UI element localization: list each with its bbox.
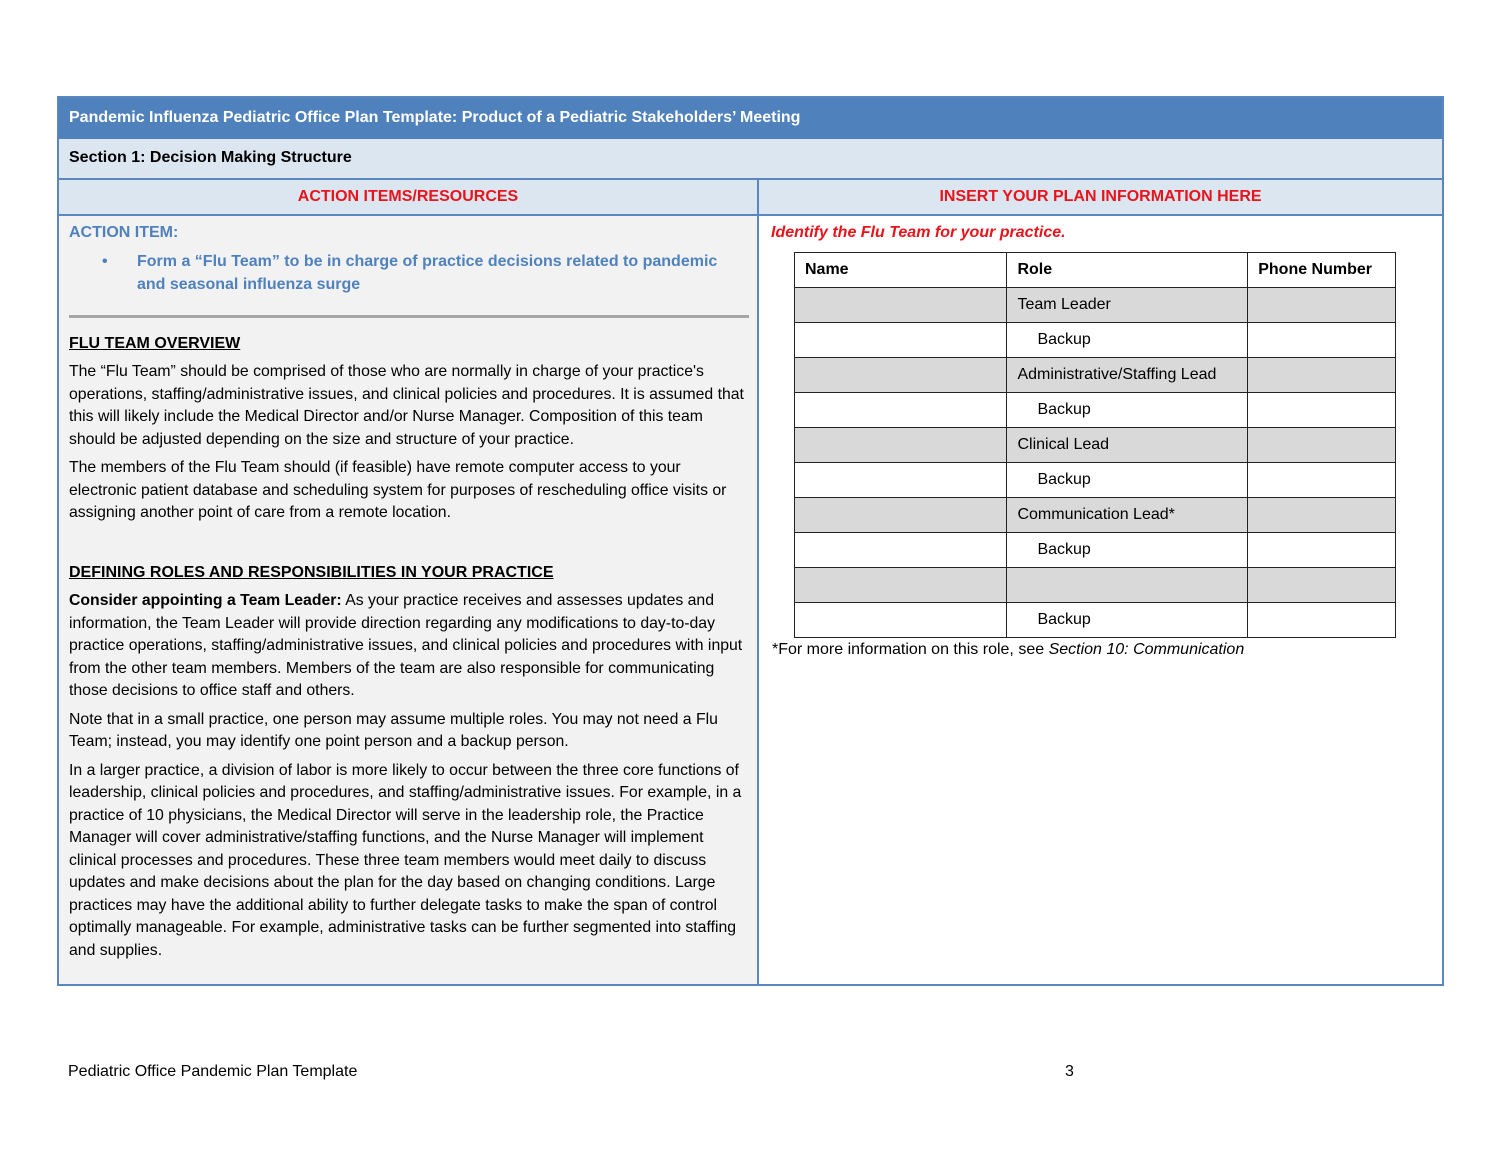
column-header-plan-info: INSERT YOUR PLAN INFORMATION HERE xyxy=(759,180,1442,216)
phone-cell[interactable] xyxy=(1248,603,1396,638)
action-item xyxy=(69,250,747,296)
roles-paragraph: In a larger practice, a division of labor is more likely to occur between the three core functions of leadership, clinical policies and procedures, and staffing/administrative issues. For example, in a practice of 10 physicians, the Medical Director will serve in the leadership role, the Practice Manager will cover administrative/staffing functions, and the Nurse Manager will implement clinical processes and procedures. These three team members would meet daily to discuss updates and make decisions about the plan for the day based on changing conditions. Large practices may have the additional ability to further delegate tasks to make the span of control optimally manageable. For example, administrative tasks can be further segmented into staffing and supplies. xyxy=(69,761,742,959)
bullet-icon: • xyxy=(102,252,108,270)
section-divider xyxy=(69,315,749,318)
phone-cell[interactable] xyxy=(1248,568,1396,603)
plan-template-frame xyxy=(57,96,1444,986)
page-number: 3 xyxy=(1065,1063,1074,1080)
phone-cell[interactable] xyxy=(1248,288,1396,323)
name-cell[interactable] xyxy=(795,323,1007,358)
name-cell[interactable] xyxy=(795,393,1007,428)
header-phone: Phone Number xyxy=(1248,253,1396,288)
phone-cell[interactable] xyxy=(1248,393,1396,428)
overview-paragraph: The members of the Flu Team should (if feasible) have remote computer access to your electronic patient database and scheduling system for purposes of rescheduling office visits or assigning another point of care from a remote location. xyxy=(69,459,727,521)
footnote-section-ref: Section 10: Communication xyxy=(1048,641,1245,658)
role-cell: Backup xyxy=(1007,463,1248,498)
action-item-text: Form a “Flu Team” to be in charge of practice decisions related to pandemic and seasonal influenza surge xyxy=(137,252,718,293)
phone-cell[interactable] xyxy=(1248,498,1396,533)
column-header-action-items: ACTION ITEMS/RESOURCES xyxy=(59,180,759,216)
table-row xyxy=(795,428,1396,463)
footnote xyxy=(772,641,1244,659)
action-items-panel xyxy=(59,216,759,984)
team-leader-paragraph xyxy=(69,590,747,703)
header-name: Name xyxy=(795,253,1007,288)
flu-team-overview-heading: FLU TEAM OVERVIEW xyxy=(69,334,241,352)
role-cell: Backup xyxy=(1007,393,1248,428)
role-cell: Clinical Lead xyxy=(1007,428,1248,463)
roles-paragraph: Note that in a small practice, one person may assume multiple roles. You may not need a Flu Team; instead, you may identify one point person and a backup person. xyxy=(69,710,718,750)
table-row xyxy=(795,568,1396,603)
phone-cell[interactable] xyxy=(1248,323,1396,358)
action-item-label: ACTION ITEM: xyxy=(69,224,179,241)
role-cell: Backup xyxy=(1007,603,1248,638)
name-cell[interactable] xyxy=(795,498,1007,533)
instruction-text: Identify the Flu Team for your practice. xyxy=(771,224,1066,241)
overview-paragraph: The “Flu Team” should be comprised of those who are normally in charge of your practice's operations, staffing/administrative issues, and clinical policies and procedures. It is assumed that this will likely include the Medical Director and/or Nurse Manager. Composition of this team should be adjusted depending on the size and structure of your practice. xyxy=(69,363,744,448)
phone-cell[interactable] xyxy=(1248,463,1396,498)
section-title: Section 1: Decision Making Structure xyxy=(59,139,1442,180)
table-row xyxy=(795,323,1396,358)
table-row xyxy=(795,603,1396,638)
name-cell[interactable] xyxy=(795,358,1007,393)
role-cell: Backup xyxy=(1007,323,1248,358)
table-row xyxy=(795,498,1396,533)
name-cell[interactable] xyxy=(795,463,1007,498)
name-cell[interactable] xyxy=(795,603,1007,638)
role-cell: Team Leader xyxy=(1007,288,1248,323)
table-header-row xyxy=(795,253,1396,288)
role-cell: Backup xyxy=(1007,533,1248,568)
header-role: Role xyxy=(1007,253,1248,288)
name-cell[interactable] xyxy=(795,428,1007,463)
footnote-prefix: *For more information on this role, see xyxy=(772,641,1049,658)
table-row xyxy=(795,358,1396,393)
phone-cell[interactable] xyxy=(1248,533,1396,568)
name-cell[interactable] xyxy=(795,288,1007,323)
role-cell: Communication Lead* xyxy=(1007,498,1248,533)
role-cell[interactable] xyxy=(1007,568,1248,603)
document-title: Pandemic Influenza Pediatric Office Plan Template: Product of a Pediatric Stakeholders’ Meeting xyxy=(59,98,1442,139)
team-leader-lead: Consider appointing a Team Leader: xyxy=(69,592,342,609)
table-row xyxy=(795,463,1396,498)
phone-cell[interactable] xyxy=(1248,358,1396,393)
phone-cell[interactable] xyxy=(1248,428,1396,463)
table-row xyxy=(795,288,1396,323)
name-cell[interactable] xyxy=(795,533,1007,568)
table-row xyxy=(795,533,1396,568)
plan-info-panel xyxy=(761,216,1442,984)
roles-heading: DEFINING ROLES AND RESPONSIBILITIES IN YOUR PRACTICE xyxy=(69,563,554,581)
role-cell: Administrative/Staffing Lead xyxy=(1007,358,1248,393)
flu-team-table xyxy=(794,252,1396,638)
footer-document-title: Pediatric Office Pandemic Plan Template xyxy=(68,1063,358,1080)
team-leader-text: As your practice receives and assesses updates and information, the Team Leader will provide direction regarding any modifications to day-to-day practice operations, staffing/administrative issues, and clinical policies and procedures with input from the other team members. Members of the team are also responsible for communicating those decisions to office staff and others. xyxy=(69,592,743,699)
table-row xyxy=(795,393,1396,428)
name-cell[interactable] xyxy=(795,568,1007,603)
